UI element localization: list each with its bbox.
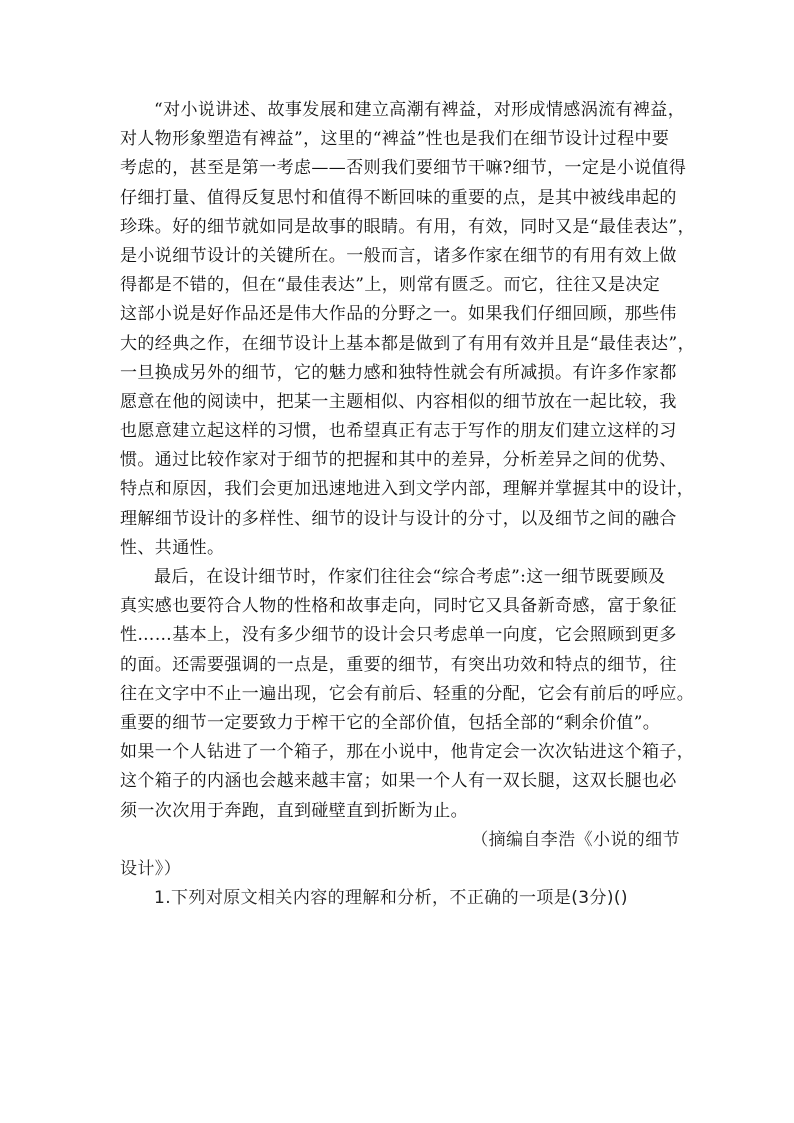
article-line: 真实感也要符合人物的性格和故事走向，同时它又具备新奇感，富于象征 <box>120 596 677 617</box>
article-line: 珍珠。好的细节就如同是故事的眼睛。有用，有效，同时又是“最佳表达”， <box>120 216 695 237</box>
article-line: 也愿意建立起这样的习惯，也希望真正有志于写作的朋友们建立这样的习 <box>120 421 677 442</box>
article-line: 愿意在他的阅读中，把某一主题相似、内容相似的细节放在一起比较，我 <box>120 391 677 412</box>
article-line: 特点和原因，我们会更加迅速地进入到文学内部，理解并掌握其中的设计， <box>120 479 695 500</box>
article-line: 这部小说是好作品还是伟大作品的分野之一。如果我们仔细回顾，那些伟 <box>120 304 677 325</box>
article-line: 性、共通性。 <box>120 537 225 558</box>
article-line: 对人物形象塑造有裨益”，这里的“裨益”性也是我们在细节设计过程中要 <box>120 129 670 150</box>
article-line: “对小说讲述、故事发展和建立高潮有裨益，对形成情感涡流有裨益， <box>154 100 686 120</box>
article-line: 考虑的，甚至是第一考虑——否则我们要细节干嘛?细节，一定是小说值得 <box>120 158 687 179</box>
article-source: （摘编自李浩《小说的细节 <box>471 829 680 850</box>
article-line: 须一次次用于奔跑，直到碰壁直到折断为止。 <box>120 800 468 821</box>
article-line: 这个箱子的内涵也会越来越丰富；如果一个人有一双长腿，这双长腿也必 <box>120 771 677 792</box>
article-line: 得都是不错的，但在“最佳表达”上，则常有匮乏。而它，往往又是决定 <box>120 275 661 296</box>
article-line: 一旦换成另外的细节，它的魅力感和独特性就会有所减损。有许多作家都 <box>120 362 677 383</box>
question-1: 1.下列对原文相关内容的理解和分析，不正确的一项是(3分)() <box>154 888 628 909</box>
article-line: 惯。通过比较作家对于细节的把握和其中的差异，分析差异之间的优势、 <box>120 450 677 471</box>
article-line: 理解细节设计的多样性、细节的设计与设计的分寸，以及细节之间的融合 <box>120 508 677 529</box>
article-line: 性……基本上，没有多少细节的设计会只考虑单一向度，它会照顾到更多 <box>120 625 677 646</box>
article-line: 仔细打量、值得反复思忖和值得不断回味的重要的点，是其中被线串起的 <box>120 187 677 208</box>
article-source-continued: 设计》） <box>120 858 182 879</box>
article-line: 大的经典之作，在细节设计上基本都是做到了有用有效并且是“最佳表达”， <box>120 333 695 354</box>
article-line: 往在文字中不止一遍出现，它会有前后、轻重的分配，它会有前后的呼应。 <box>120 683 695 704</box>
article-line: 的面。还需要强调的一点是，重要的细节，有突出功效和特点的细节，往 <box>120 654 677 675</box>
article-line: 如果一个人钻进了一个箱子，那在小说中，他肯定会一次次钻进这个箱子， <box>120 742 695 763</box>
article-line: 是小说细节设计的关键所在。一般而言，诸多作家在细节的有用有效上做 <box>120 245 677 266</box>
article-line: 最后，在设计细节时，作家们往往会“综合考虑”:这一细节既要顾及 <box>154 567 666 587</box>
article-body <box>120 96 695 913</box>
article-line: 重要的细节一定要致力于榨干它的全部价值，包括全部的“剩余价值”。 <box>120 712 661 733</box>
